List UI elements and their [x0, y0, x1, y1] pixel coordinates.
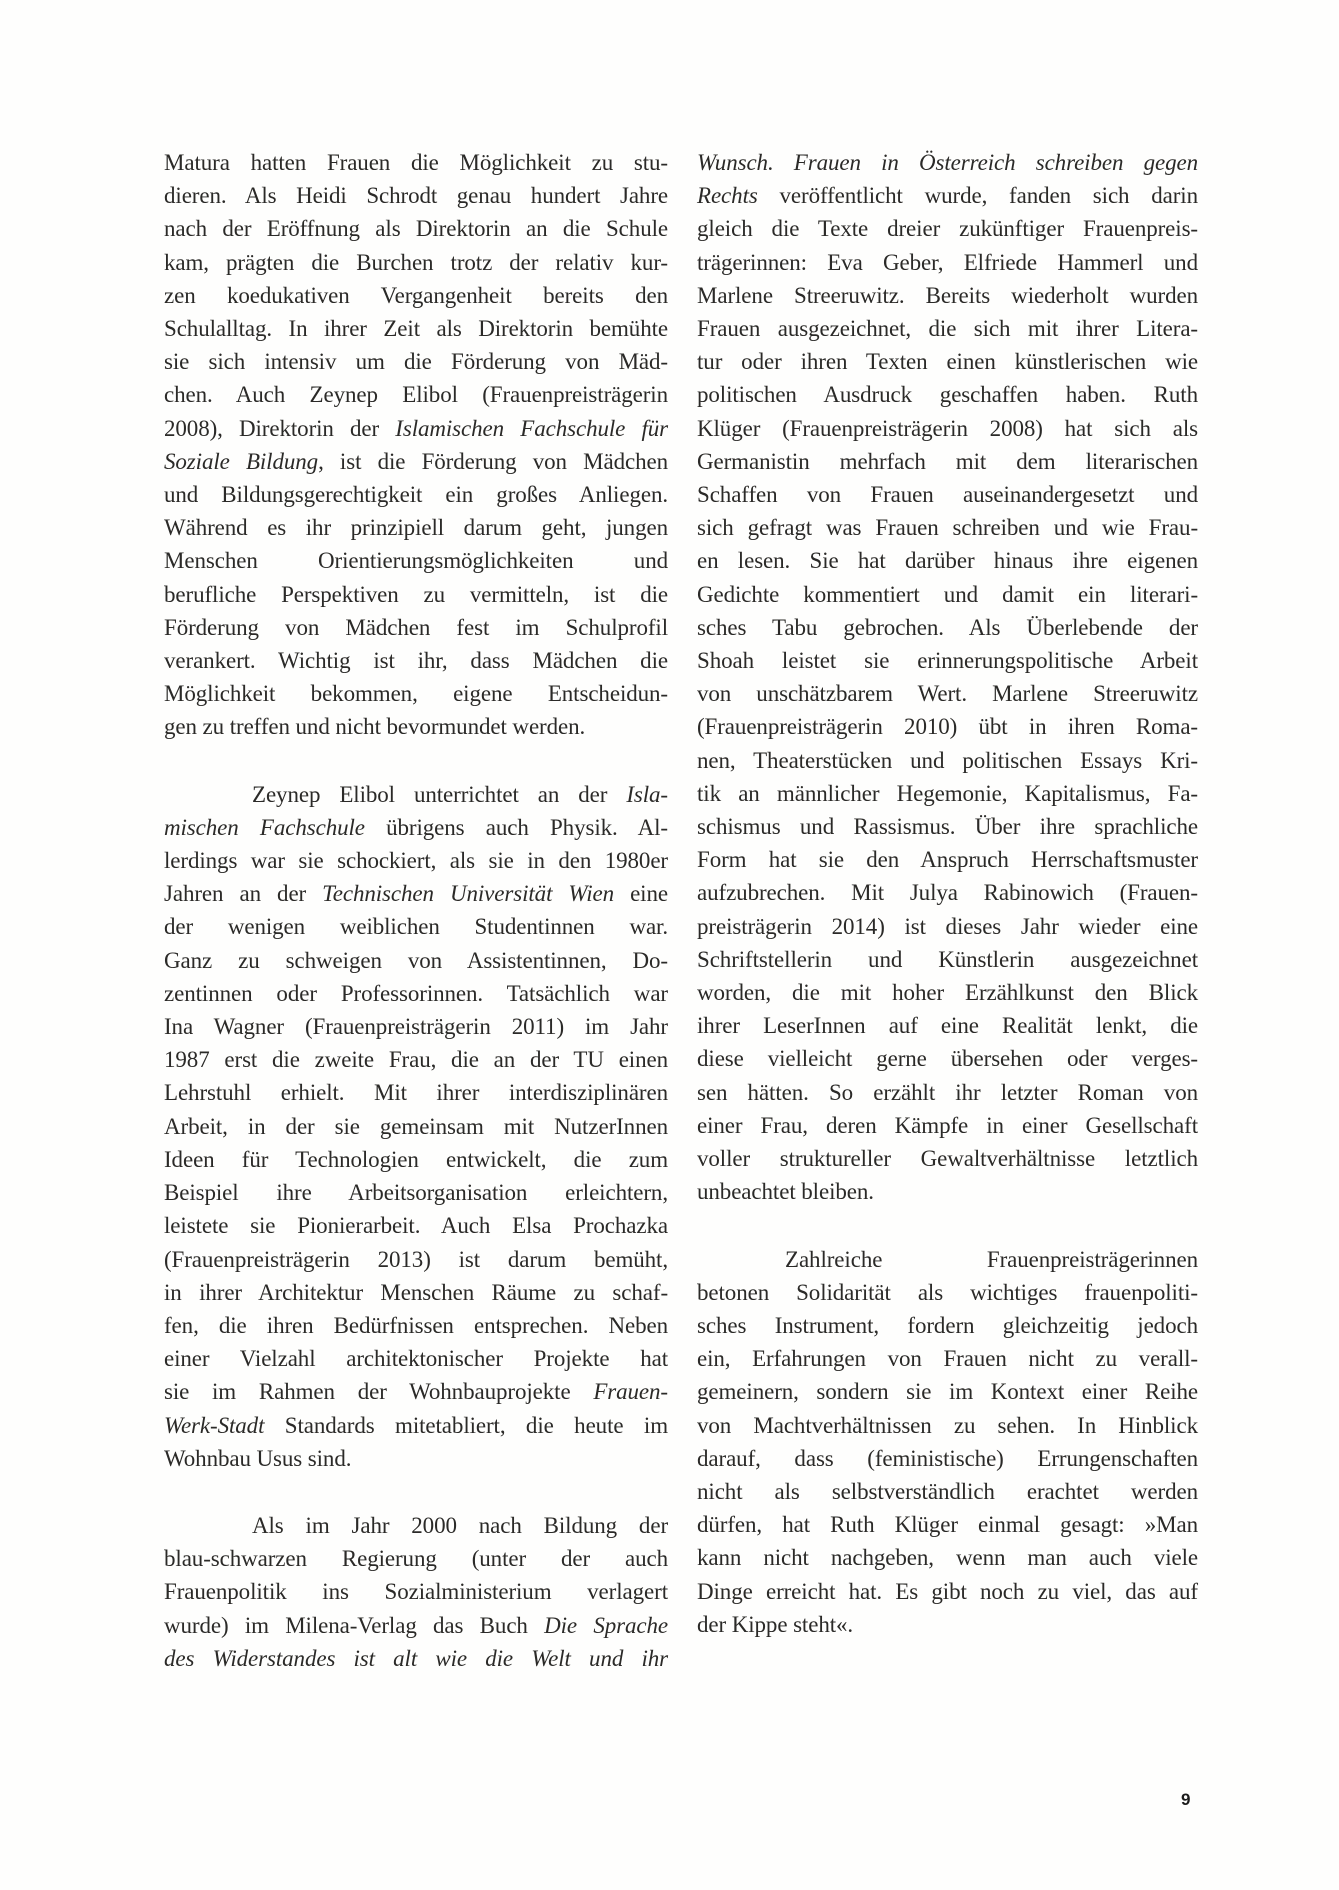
- text-line: [697, 544, 1198, 577]
- left-text-column: [164, 146, 668, 1675]
- text-segment: Ideen für Technologien entwickelt, die zum: [164, 1146, 668, 1172]
- text-segment: worden, die mit hoher Erzählkunst den Blick: [697, 980, 1198, 1006]
- text-segment: dieren. Als Heidi Schrodt genau hundert Jahre: [164, 183, 668, 209]
- text-line: [697, 1109, 1198, 1142]
- page-number: 9: [1181, 1790, 1191, 1809]
- paragraph: [697, 146, 1198, 1209]
- text-segment: wurde) im Milena-Verlag das Buch: [164, 1612, 545, 1638]
- text-line: [164, 910, 668, 943]
- text-segment: berufliche Perspektiven zu vermitteln, ist die: [164, 581, 668, 607]
- text-line: [164, 1076, 668, 1109]
- text-line: [164, 312, 668, 345]
- text-line: [697, 279, 1198, 312]
- text-segment: Beispiel ihre Arbeitsorganisation erleichtern,: [164, 1180, 668, 1206]
- text-line: [164, 1409, 668, 1442]
- text-line: [697, 710, 1198, 743]
- text-segment: verankert. Wichtig ist ihr, dass Mädchen die: [164, 648, 668, 674]
- text-line: [697, 744, 1198, 777]
- text-segment: Germanistin mehrfach mit dem literarischen: [697, 448, 1198, 474]
- text-segment: politischen Ausdruck geschaffen haben. Ruth: [697, 382, 1198, 408]
- text-segment: sie im Rahmen der Wohnbauprojekte: [164, 1379, 594, 1405]
- text-segment: chen. Auch Zeynep Elibol (Frauenpreisträgerin: [164, 382, 668, 408]
- text-line: [697, 1409, 1198, 1442]
- text-line: [164, 1243, 668, 1276]
- text-segment: eine: [614, 881, 668, 907]
- italic-text-segment: Soziale Bildung: [164, 448, 319, 474]
- text-line: [164, 710, 668, 743]
- text-segment: einer Frau, deren Kämpfe in einer Gesellschaft: [697, 1112, 1198, 1138]
- text-line: [164, 279, 668, 312]
- text-segment: veröffentlicht wurde, fanden sich darin: [757, 183, 1198, 209]
- text-line: [164, 1442, 668, 1475]
- text-segment: sches Tabu gebrochen. Als Überlebende der: [697, 614, 1198, 640]
- paragraph: [164, 1509, 668, 1675]
- text-line: [697, 777, 1198, 810]
- text-line: [164, 644, 668, 677]
- text-line: [164, 1143, 668, 1176]
- text-line: [697, 1309, 1198, 1342]
- text-segment: Förderung von Mädchen fest im Schulprofil: [164, 614, 668, 640]
- text-line: [164, 1342, 668, 1375]
- text-line: [164, 1043, 668, 1076]
- text-line: [164, 511, 668, 544]
- text-segment: Dinge erreicht hat. Es gibt noch zu viel, das auf: [697, 1578, 1198, 1604]
- italic-text-segment: Die Sprache: [544, 1612, 668, 1638]
- text-segment: kam, prägten die Burchen trotz der relativ kur-: [164, 249, 668, 275]
- text-segment: Shoah leistet sie erinnerungspolitische Arbeit: [697, 648, 1198, 674]
- text-line: [164, 1509, 668, 1542]
- text-line: [697, 1375, 1198, 1408]
- text-line: [697, 644, 1198, 677]
- text-line: [164, 1575, 668, 1608]
- text-line: [697, 1276, 1198, 1309]
- text-segment: 2008), Direktorin der: [164, 415, 396, 441]
- paragraph: [164, 146, 668, 744]
- text-line: [164, 445, 668, 478]
- italic-text-segment: Werk-Stadt: [164, 1412, 265, 1438]
- text-segment: einer Vielzahl architektonischer Projekte hat: [164, 1346, 668, 1372]
- text-segment: (Frauenpreisträgerin 2010) übt in ihren Roma-: [697, 714, 1198, 740]
- text-segment: unbeachtet bleiben.: [697, 1179, 874, 1205]
- paragraph: [697, 1243, 1198, 1641]
- text-line: [697, 1076, 1198, 1109]
- text-segment: zentinnen oder Professorinnen. Tatsächlich war: [164, 980, 668, 1006]
- italic-text-segment: Islamischen Fachschule für: [395, 415, 668, 441]
- text-line: [164, 611, 668, 644]
- text-line: [697, 1142, 1198, 1175]
- text-segment: fen, die ihren Bedürfnissen entsprechen. Neben: [164, 1312, 668, 1338]
- text-segment: Während es ihr prinzipiell darum geht, jungen: [164, 515, 668, 541]
- text-segment: zen koedukativen Vergangenheit bereits den: [164, 282, 668, 308]
- text-line: [164, 246, 668, 279]
- text-segment: Ganz zu schweigen von Assistentinnen, Do-: [164, 947, 668, 973]
- text-segment: Klüger (Frauenpreisträgerin 2008) hat sich als: [697, 415, 1198, 441]
- text-segment: Jahren an der: [164, 881, 323, 907]
- paragraph: [164, 778, 668, 1475]
- text-segment: darauf, dass (feministische) Errungenschaften: [697, 1445, 1198, 1471]
- italic-text-segment: des Widerstandes ist alt wie die Welt und ihr: [164, 1645, 668, 1671]
- text-segment: gen zu treffen und nicht bevormundet werden.: [164, 714, 586, 740]
- text-line: [164, 179, 668, 212]
- text-line: [164, 1110, 668, 1143]
- text-segment: Frauen ausgezeichnet, die sich mit ihrer Litera-: [697, 316, 1198, 342]
- text-line: [697, 1243, 1198, 1276]
- text-line: [697, 578, 1198, 611]
- text-line: [164, 412, 668, 445]
- text-line: [164, 146, 668, 179]
- text-line: [164, 1542, 668, 1575]
- text-segment: nach der Eröffnung als Direktorin an die Schule: [164, 216, 668, 242]
- text-segment: diese vielleicht gerne übersehen oder verges-: [697, 1046, 1198, 1072]
- text-segment: Menschen Orientierungsmöglichkeiten und: [164, 548, 668, 574]
- text-segment: blau-schwarzen Regierung (unter der auch: [164, 1546, 668, 1572]
- text-line: [164, 345, 668, 378]
- italic-text-segment: Isla-: [626, 781, 668, 807]
- text-segment: Matura hatten Frauen die Möglichkeit zu stu-: [164, 150, 668, 175]
- text-line: [697, 611, 1198, 644]
- text-segment: Gedichte kommentiert und damit ein literari-: [697, 581, 1198, 607]
- text-segment: der wenigen weiblichen Studentinnen war.: [164, 914, 668, 940]
- text-line: [697, 1342, 1198, 1375]
- italic-text-segment: Technischen Universität Wien: [322, 881, 615, 907]
- text-segment: (Frauenpreisträgerin 2013) ist darum bemüht,: [164, 1246, 668, 1272]
- text-segment: aufzubrechen. Mit Julya Rabinowich (Frauen-: [697, 880, 1198, 906]
- text-segment: Als im Jahr 2000 nach Bildung der: [252, 1512, 668, 1538]
- text-line: [697, 1009, 1198, 1042]
- italic-text-segment: Rechts: [697, 183, 758, 209]
- text-line: [697, 179, 1198, 212]
- text-segment: Arbeit, in der sie gemeinsam mit NutzerInnen: [164, 1113, 668, 1139]
- text-line: [164, 1010, 668, 1043]
- text-segment: 1987 erst die zweite Frau, die an der TU einen: [164, 1047, 668, 1073]
- text-line: [697, 1608, 1198, 1641]
- text-line: [697, 1575, 1198, 1608]
- text-segment: lerdings war sie schockiert, als sie in den 1980er: [164, 848, 668, 874]
- text-segment: nicht als selbstverständlich erachtet werden: [697, 1478, 1198, 1504]
- text-line: [164, 778, 668, 811]
- text-segment: Möglichkeit bekommen, eigene Entscheidun-: [164, 681, 668, 707]
- italic-text-segment: Frauen-: [593, 1379, 668, 1405]
- text-segment: Standards mitetabliert, die heute im: [264, 1412, 668, 1438]
- text-line: [697, 910, 1198, 943]
- text-segment: tur oder ihren Texten einen künstlerischen wie: [697, 349, 1198, 375]
- text-line: [164, 977, 668, 1010]
- text-line: [164, 1176, 668, 1209]
- text-line: [697, 212, 1198, 245]
- text-line: [697, 478, 1198, 511]
- text-line: [164, 578, 668, 611]
- text-line: [164, 1209, 668, 1242]
- text-line: [697, 1042, 1198, 1075]
- text-segment: nen, Theaterstücken und politischen Essays Kri-: [697, 747, 1198, 773]
- text-line: [164, 212, 668, 245]
- text-line: [164, 811, 668, 844]
- text-line: [164, 478, 668, 511]
- text-line: [164, 844, 668, 877]
- text-line: [164, 1609, 668, 1642]
- text-line: [697, 1475, 1198, 1508]
- italic-text-segment: mischen Fachschule: [164, 814, 365, 840]
- text-segment: voller struktureller Gewaltverhältnisse letztlich: [697, 1146, 1198, 1172]
- text-line: [164, 544, 668, 577]
- text-segment: schismus und Rassismus. Über ihre sprachliche: [697, 814, 1198, 840]
- text-segment: gleich die Texte dreier zukünftiger Frauenpreis-: [697, 216, 1198, 242]
- text-segment: ein, Erfahrungen von Frauen nicht zu verall-: [697, 1346, 1198, 1372]
- text-segment: von unschätzbarem Wert. Marlene Streeruwitz: [697, 681, 1198, 707]
- text-segment: ihrer LeserInnen auf eine Realität lenkt, die: [697, 1013, 1198, 1039]
- text-line: [164, 677, 668, 710]
- text-line: [697, 345, 1198, 378]
- text-segment: Lehrstuhl erhielt. Mit ihrer interdisziplinären: [164, 1080, 668, 1106]
- text-line: [697, 246, 1198, 279]
- text-line: [697, 445, 1198, 478]
- text-segment: preisträgerin 2014) ist dieses Jahr wieder eine: [697, 913, 1198, 939]
- text-line: [164, 378, 668, 411]
- text-segment: betonen Solidarität als wichtiges frauenpoliti-: [697, 1279, 1198, 1305]
- text-line: [697, 146, 1198, 179]
- text-line: [697, 810, 1198, 843]
- text-segment: leistete sie Pionierarbeit. Auch Elsa Prochazka: [164, 1213, 668, 1239]
- text-line: [697, 511, 1198, 544]
- text-line: [164, 1375, 668, 1408]
- text-line: [697, 312, 1198, 345]
- text-segment: Form hat sie den Anspruch Herrschaftsmuster: [697, 847, 1198, 873]
- text-segment: gemeinern, sondern sie im Kontext einer Reihe: [697, 1379, 1198, 1405]
- text-segment: Marlene Streeruwitz. Bereits wiederholt wurden: [697, 282, 1198, 308]
- text-segment: sich gefragt was Frauen schreiben und wie Frau-: [697, 515, 1198, 541]
- text-line: [697, 1442, 1198, 1475]
- text-segment: en lesen. Sie hat darüber hinaus ihre eigenen: [697, 548, 1198, 574]
- text-segment: Wohnbau Usus sind.: [164, 1445, 352, 1471]
- text-segment: tik an männlicher Hegemonie, Kapitalismus, Fa-: [697, 780, 1198, 806]
- text-segment: Zeynep Elibol unterrichtet an der: [252, 781, 627, 807]
- text-line: [164, 944, 668, 977]
- text-line: [697, 412, 1198, 445]
- italic-text-segment: Wunsch. Frauen in Österreich schreiben gegen: [697, 150, 1198, 175]
- text-segment: dürfen, hat Ruth Klüger einmal gesagt: »Man: [697, 1512, 1198, 1538]
- text-line: [164, 1309, 668, 1342]
- text-line: [164, 1276, 668, 1309]
- text-segment: sches Instrument, fordern gleichzeitig jedoch: [697, 1312, 1198, 1338]
- text-segment: , ist die Förderung von Mädchen: [318, 448, 668, 474]
- text-line: [697, 876, 1198, 909]
- text-segment: Schulalltag. In ihrer Zeit als Direktorin bemühte: [164, 316, 668, 342]
- text-line: [164, 877, 668, 910]
- text-line: [697, 976, 1198, 1009]
- text-segment: von Machtverhältnissen zu sehen. In Hinblick: [697, 1412, 1198, 1438]
- text-segment: Zahlreiche Frauenpreisträgerinnen: [785, 1246, 1198, 1272]
- text-segment: trägerinnen: Eva Geber, Elfriede Hammerl und: [697, 249, 1198, 275]
- text-segment: und Bildungsgerechtigkeit ein großes Anliegen.: [164, 482, 668, 508]
- text-line: [164, 1642, 668, 1675]
- text-segment: kann nicht nachgeben, wenn man auch viele: [697, 1545, 1198, 1571]
- text-segment: Ina Wagner (Frauenpreisträgerin 2011) im Jahr: [164, 1014, 668, 1040]
- text-line: [697, 843, 1198, 876]
- text-line: [697, 1175, 1198, 1208]
- text-segment: Schaffen von Frauen auseinandergesetzt und: [697, 482, 1198, 508]
- text-segment: Frauenpolitik ins Sozialministerium verlagert: [164, 1579, 668, 1605]
- text-line: [697, 677, 1198, 710]
- text-segment: übrigens auch Physik. Al-: [364, 814, 668, 840]
- text-line: [697, 1508, 1198, 1541]
- text-segment: Schriftstellerin und Künstlerin ausgezeichnet: [697, 946, 1198, 972]
- text-line: [697, 378, 1198, 411]
- text-segment: der Kippe steht«.: [697, 1611, 854, 1637]
- text-line: [697, 943, 1198, 976]
- text-segment: in ihrer Architektur Menschen Räume zu schaf-: [164, 1279, 668, 1305]
- text-line: [697, 1541, 1198, 1574]
- text-segment: sen hätten. So erzählt ihr letzter Roman von: [697, 1079, 1198, 1105]
- right-text-column: [697, 146, 1198, 1641]
- text-segment: sie sich intensiv um die Förderung von Mäd-: [164, 349, 668, 375]
